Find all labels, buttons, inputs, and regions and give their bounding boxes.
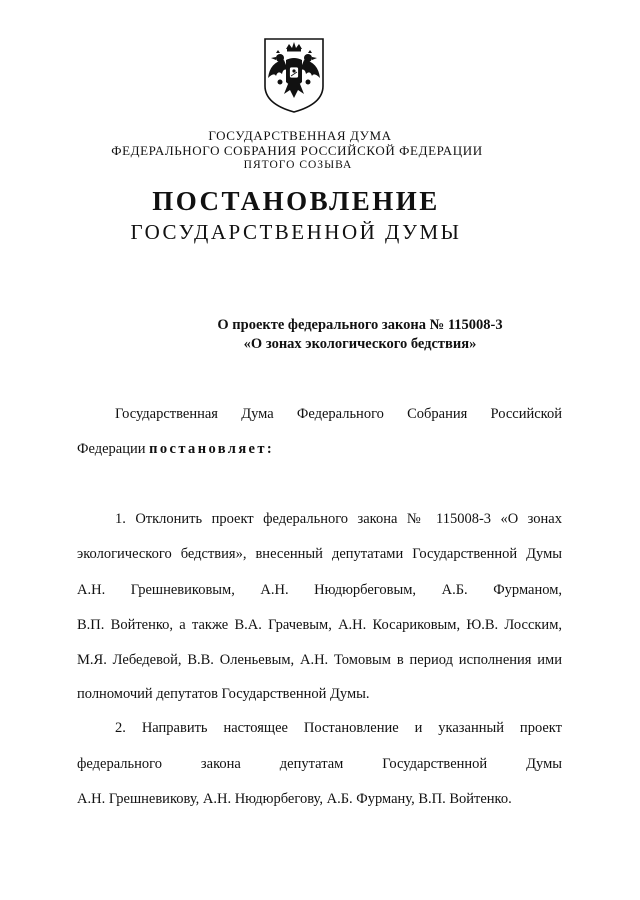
item1-line-4: В.П. Войтенко, а также В.А. Грачевым, А.Н. Косариковым, Ю.В. Лосским, [77, 617, 562, 633]
item1-line-2: экологического бедствия», внесенный депутатами Государственной Думы [77, 546, 562, 562]
item2-line-1: 2. Направить настоящее Постановление и указанный проект [115, 720, 562, 736]
subject-line-1: О проекте федерального закона № 115008-3 [217, 317, 503, 333]
preamble-resolves: постановляет: [149, 441, 275, 457]
item2-line-3: А.Н. Грешневикову, А.Н. Нюдюрбегову, А.Б. Фурману, В.П. Войтенко. [77, 791, 512, 807]
document-type-subtitle: ГОСУДАРСТВЕННОЙ ДУМЫ [130, 220, 462, 244]
item1-line-1: 1. Отклонить проект федерального закона № 115008-3 «О зонах [115, 511, 562, 527]
preamble-line-1: Государственная Дума Федерального Собрания Российской [115, 406, 562, 422]
header-federal-assembly: ФЕДЕРАЛЬНОГО СОБРАНИЯ РОССИЙСКОЙ ФЕДЕРАЦИИ [111, 143, 483, 158]
subject-line-2: «О зонах экологического бедствия» [243, 336, 477, 352]
preamble-federation: Федерации [77, 441, 146, 457]
item1-line-5: М.Я. Лебедевой, В.В. Оленьевым, А.Н. Томовым в период исполнения ими [77, 652, 562, 668]
header-organization: ГОСУДАРСТВЕННАЯ ДУМА [208, 128, 392, 143]
item2-line-2: федерального закона депутатам Государственной Думы [77, 756, 562, 772]
item1-line-6: полномочий депутатов Государственной Думы. [77, 686, 370, 702]
document-type-title: ПОСТАНОВЛЕНИЕ [152, 186, 440, 216]
item1-line-3: А.Н. Грешневиковым, А.Н. Нюдюрбеговым, А.Б. Фурманом, [77, 582, 562, 598]
preamble-line-2 [77, 441, 562, 458]
header-convocation: ПЯТОГО СОЗЫВА [243, 159, 353, 171]
russian-coat-of-arms-icon [262, 36, 326, 114]
